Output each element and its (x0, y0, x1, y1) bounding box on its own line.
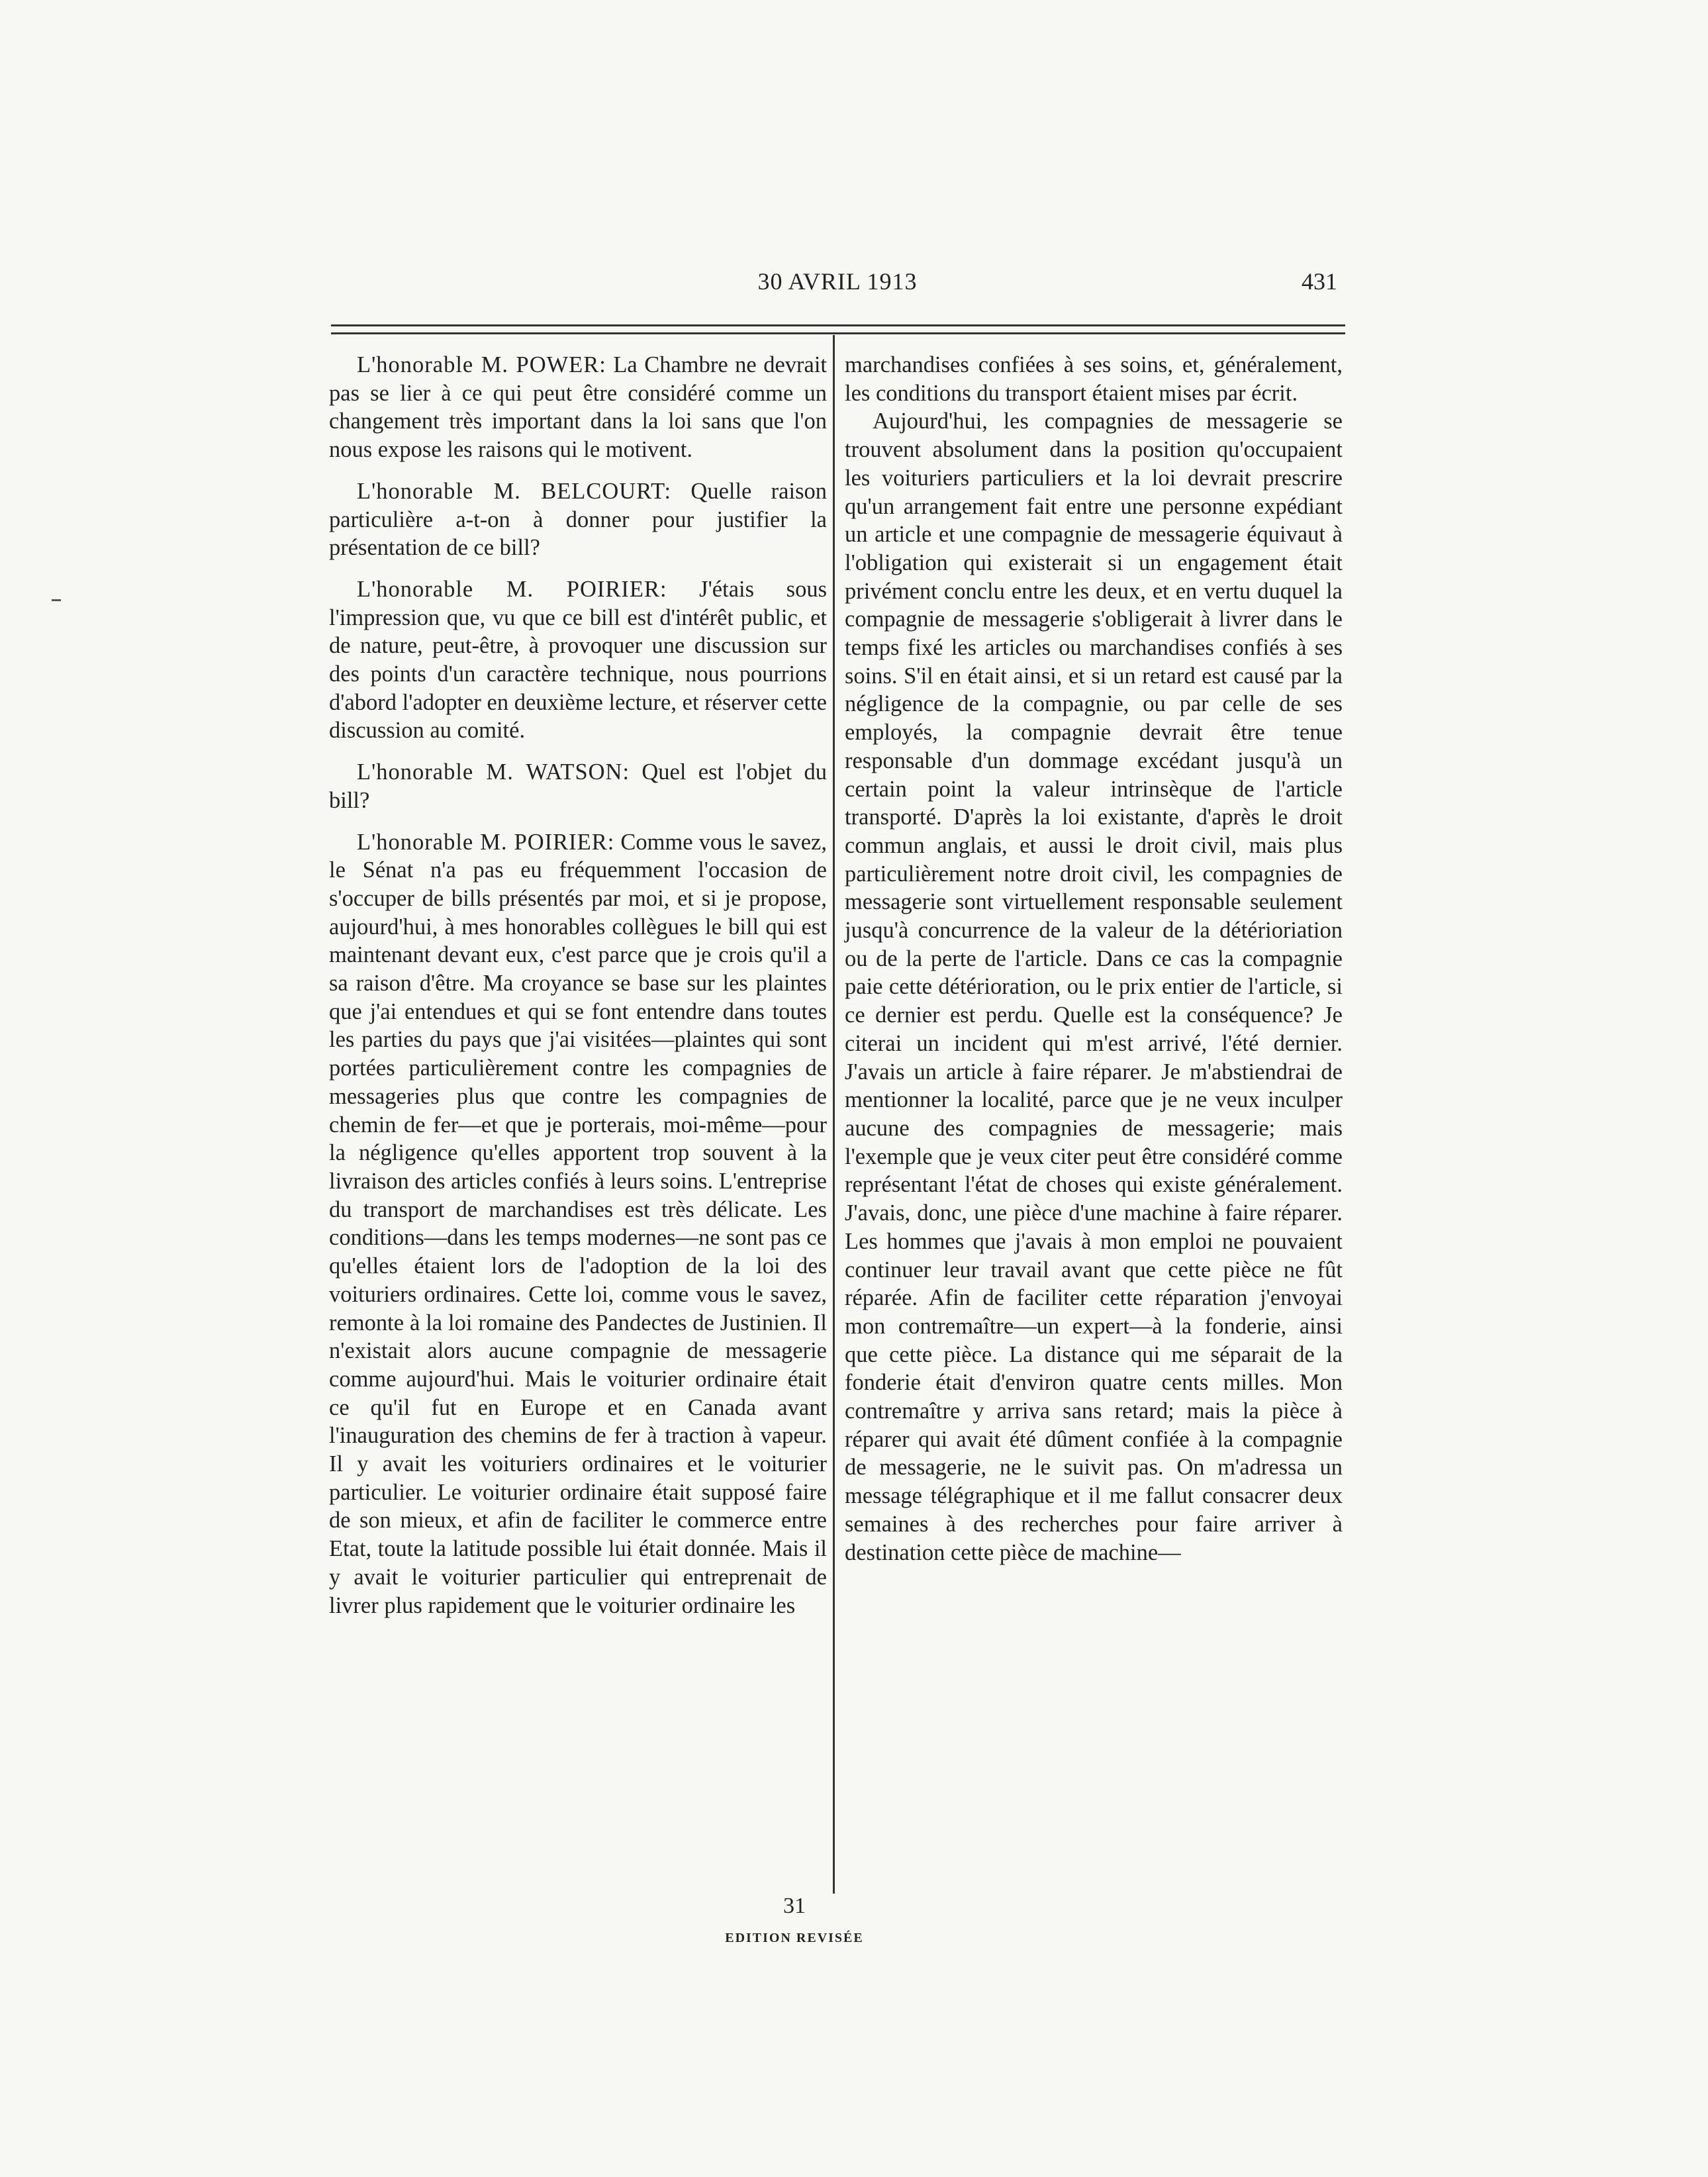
header-rule (331, 324, 1345, 326)
paragraph (329, 758, 827, 814)
paragraph (329, 477, 827, 562)
scan-speck (52, 599, 61, 601)
header-rule-secondary (331, 332, 1345, 334)
paragraph-text: Comme vous le savez, le Sénat n'a pas eu fréquemment l'occasion de s'occuper de bills présentés par moi, et si je propose, aujourd'hui, à mes honorables collègues le bill qui est maintenant devant eux, c'est parce que je crois qu'il a sa raison d'être. Ma croyance se base sur les plaintes que j'ai entendues et qui se font entendre dans toutes les parties du pays que j'ai visitées—plaintes qui sont portées particulièrement contre les compagnies de messageries plus que contre les compagnies de chemin de fer—et que je porterais, moi-même—pour la négligence qu'elles apportent trop souvent à la livraison des articles confiés à leurs soins. L'entreprise du transport de marchandises est très délicate. Les conditions—dans les temps modernes—ne sont pas ce qu'elles étaient lors de l'adoption de la loi des voituriers ordinaires. Cette loi, comme vous le savez, remonte à la loi romaine des Pandectes de Justinien. Il n'existait alors aucune compagnie de messagerie comme aujourd'hui. Mais le voiturier ordinaire était ce qu'il fut en Europe et en Canada avant l'inauguration des chemins de fer à traction à vapeur. Il y avait les voituriers ordinaires et le voiturier particulier. Le voiturier ordinaire était supposé faire de son mieux, et afin de faciliter le commerce entre Etat, toute la latitude possible lui était donnée. Mais il y avait le voiturier particulier qui entreprenait de livrer plus rapidement que le voiturier ordinaire les (329, 829, 827, 1618)
speaker-name: L'honorable M. POWER: (357, 352, 606, 377)
paragraph (845, 407, 1343, 1567)
footer-edition: EDITION REVISÉE (725, 1931, 864, 1945)
paragraph (329, 828, 827, 1620)
paragraph-text: Aujourd'hui, les compagnies de messagerie se trouvent absolument dans la position qu'occupaient les voituriers particuliers et la loi devrait prescrire qu'un arrangement fait entre une personne expédiant un article et une compagnie de messagerie équivaut à l'obligation qui existerait si un engagement était privément conclu entre les deux, et en vertu duquel la compagnie de messagerie s'obligerait à livrer dans le temps fixé les articles ou marchandises confiés à ses soins. S'il en était ainsi, et si un retard est causé par la négligence de la compagnie, ou par celle de ses employés, la compagnie devrait être tenue responsable d'un dommage excédant jusqu'à un certain point la valeur intrinsèque de l'article transporté. D'après la loi existante, d'après le droit commun anglais, et aussi le droit civil, mais plus particulièrement notre droit civil, les compagnies de messagerie sont virtuellement responsable seulement jusqu'à concurrence de la valeur de la détérioriation ou de la perte de l'article. Dans ce cas la compagnie paie cette détérioration, ou le prix entier de l'article, si ce dernier est perdu. Quelle est la conséquence? Je citerai un incident qui m'est arrivé, l'été dernier. J'avais un article à faire réparer. Je m'abstiendrai de mentionner la localité, parce que je ne veux inculper aucune des compagnies de messagerie; mais l'exemple que je veux citer peut être considéré comme représentant l'état de choses qui existe généralement. J'avais, donc, une pièce d'une machine à faire réparer. Les hommes que j'avais à mon emploi ne pouvaient continuer leur travail avant que cette pièce ne fût réparée. Afin de faciliter cette réparation j'envoyai mon contremaître—un expert—à la fonderie, ainsi que cette pièce. La distance qui me séparait de la fonderie était d'environ quatre cents milles. Mon contremaître y arriva sans retard; mais la pièce à réparer qui avait été dûment confiée à la compagnie de messagerie, ne le suivit pas. On m'adressa un message télégraphique et il me fallut consacrer deux semaines à des recherches pour faire arriver à destination cette pièce de machine— (845, 409, 1343, 1565)
paragraph-text: Quel est l'objet du bill? (329, 759, 827, 813)
speaker-name: L'honorable M. BELCOURT: (357, 478, 672, 504)
paragraph-text: La Chambre ne devrait pas se lier à ce qui peut être considéré comme un changement très important dans la loi sans que l'on nous expose les raisons qui le motivent. (329, 352, 827, 463)
paragraph-text: J'étais sous l'impression que, vu que ce bill est d'intérêt public, et de nature, peut-être, à provoquer une discussion sur des points d'un caractère technique, nous pourrions d'abord l'adopter en deuxième lecture, et réserver cette discussion au comité. (329, 576, 827, 744)
speaker-name: L'honorable M. POIRIER: (357, 829, 615, 855)
paragraph (329, 575, 827, 745)
paragraph-text: Quelle raison particulière a-t-on à donner pour justifier la présentation de ce bill? (329, 478, 827, 561)
page-header-date: 30 AVRIL 1913 (757, 268, 918, 295)
speaker-name: L'honorable M. POIRIER: (357, 576, 667, 602)
paragraph (329, 351, 827, 464)
footer-sheet-number: 31 (783, 1894, 806, 1918)
column-divider (833, 335, 835, 1894)
page-number: 431 (1302, 268, 1337, 295)
paragraph-text: marchandises confiées à ses soins, et, généralement, les conditions du transport étaient mises par écrit. (845, 352, 1343, 406)
left-column (329, 351, 827, 1620)
paragraph (845, 351, 1343, 407)
right-column (845, 351, 1343, 1567)
speaker-name: L'honorable M. WATSON: (357, 759, 630, 785)
